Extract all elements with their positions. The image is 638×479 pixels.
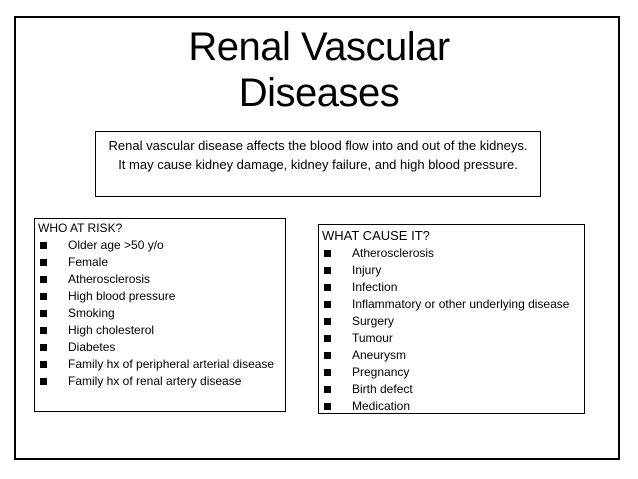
list-item-text: Female [68,255,109,269]
list-item [322,364,582,381]
list-item-text: Family hx of renal artery disease [68,374,242,388]
list-item [322,262,582,279]
list-item [38,322,283,339]
square-bullet-icon [40,361,47,368]
list-item [322,313,582,330]
square-bullet-icon [40,310,47,317]
square-bullet-icon [324,250,331,257]
square-bullet-icon [324,284,331,291]
list-item-text: Older age >50 y/o [68,238,164,252]
square-bullet-icon [40,344,47,351]
list-item-text: High blood pressure [68,289,176,303]
square-bullet-icon [324,352,331,359]
list-item [38,288,283,305]
square-bullet-icon [324,403,331,410]
list-item-text: Infection [352,280,398,294]
list-item [38,254,283,271]
list-item [38,237,283,254]
list-item [38,305,283,322]
square-bullet-icon [40,293,47,300]
list-item [38,373,283,390]
square-bullet-icon [324,369,331,376]
list-item-text: Aneurysm [352,348,407,362]
list-item-text: Tumour [352,331,393,345]
square-bullet-icon [324,318,331,325]
list-item [322,296,582,313]
slide-title [0,24,638,116]
square-bullet-icon [324,386,331,393]
list-item [322,347,582,364]
list-item-text: Atherosclerosis [68,272,151,286]
list-item [322,279,582,296]
square-bullet-icon [324,267,331,274]
list-item [38,339,283,356]
list-item [322,381,582,398]
square-bullet-icon [324,335,331,342]
summary-text: Renal vascular disease affects the blood flow into and out of the kidneys. It may cause kidney damage, kidney failure, and high blood pressure. [108,138,528,172]
list-item-text: Family hx of peripheral arterial disease [68,357,275,371]
causes-heading: WHAT CAUSE IT? [322,228,430,243]
list-item-text: Birth defect [352,382,413,396]
list-item [322,245,582,262]
list-item [38,271,283,288]
slide-title-line-2: Diseases [238,71,400,115]
square-bullet-icon [40,242,47,249]
slide-title-line-1: Renal Vascular [188,25,450,69]
square-bullet-icon [40,259,47,266]
risk-factors-heading: WHO AT RISK? [38,221,123,235]
list-item-text: High cholesterol [68,323,155,337]
square-bullet-icon [40,327,47,334]
list-item-text: Medication [352,399,411,413]
list-item [322,330,582,347]
list-item-text: Atherosclerosis [352,246,435,260]
square-bullet-icon [324,301,331,308]
list-item [322,398,582,415]
square-bullet-icon [40,276,47,283]
summary-box [95,131,541,197]
list-item-text: Surgery [352,314,395,328]
risk-factors-box [34,218,286,412]
list-item-text: Pregnancy [352,365,410,379]
list-item-text: Injury [352,263,382,277]
list-item-text: Smoking [68,306,115,320]
list-item-text: Diabetes [68,340,116,354]
list-item-text: Inflammatory or other underlying disease [352,297,570,311]
square-bullet-icon [40,378,47,385]
causes-list [322,245,582,415]
causes-box [318,224,585,414]
list-item [38,356,283,373]
risk-factors-list [38,237,283,390]
